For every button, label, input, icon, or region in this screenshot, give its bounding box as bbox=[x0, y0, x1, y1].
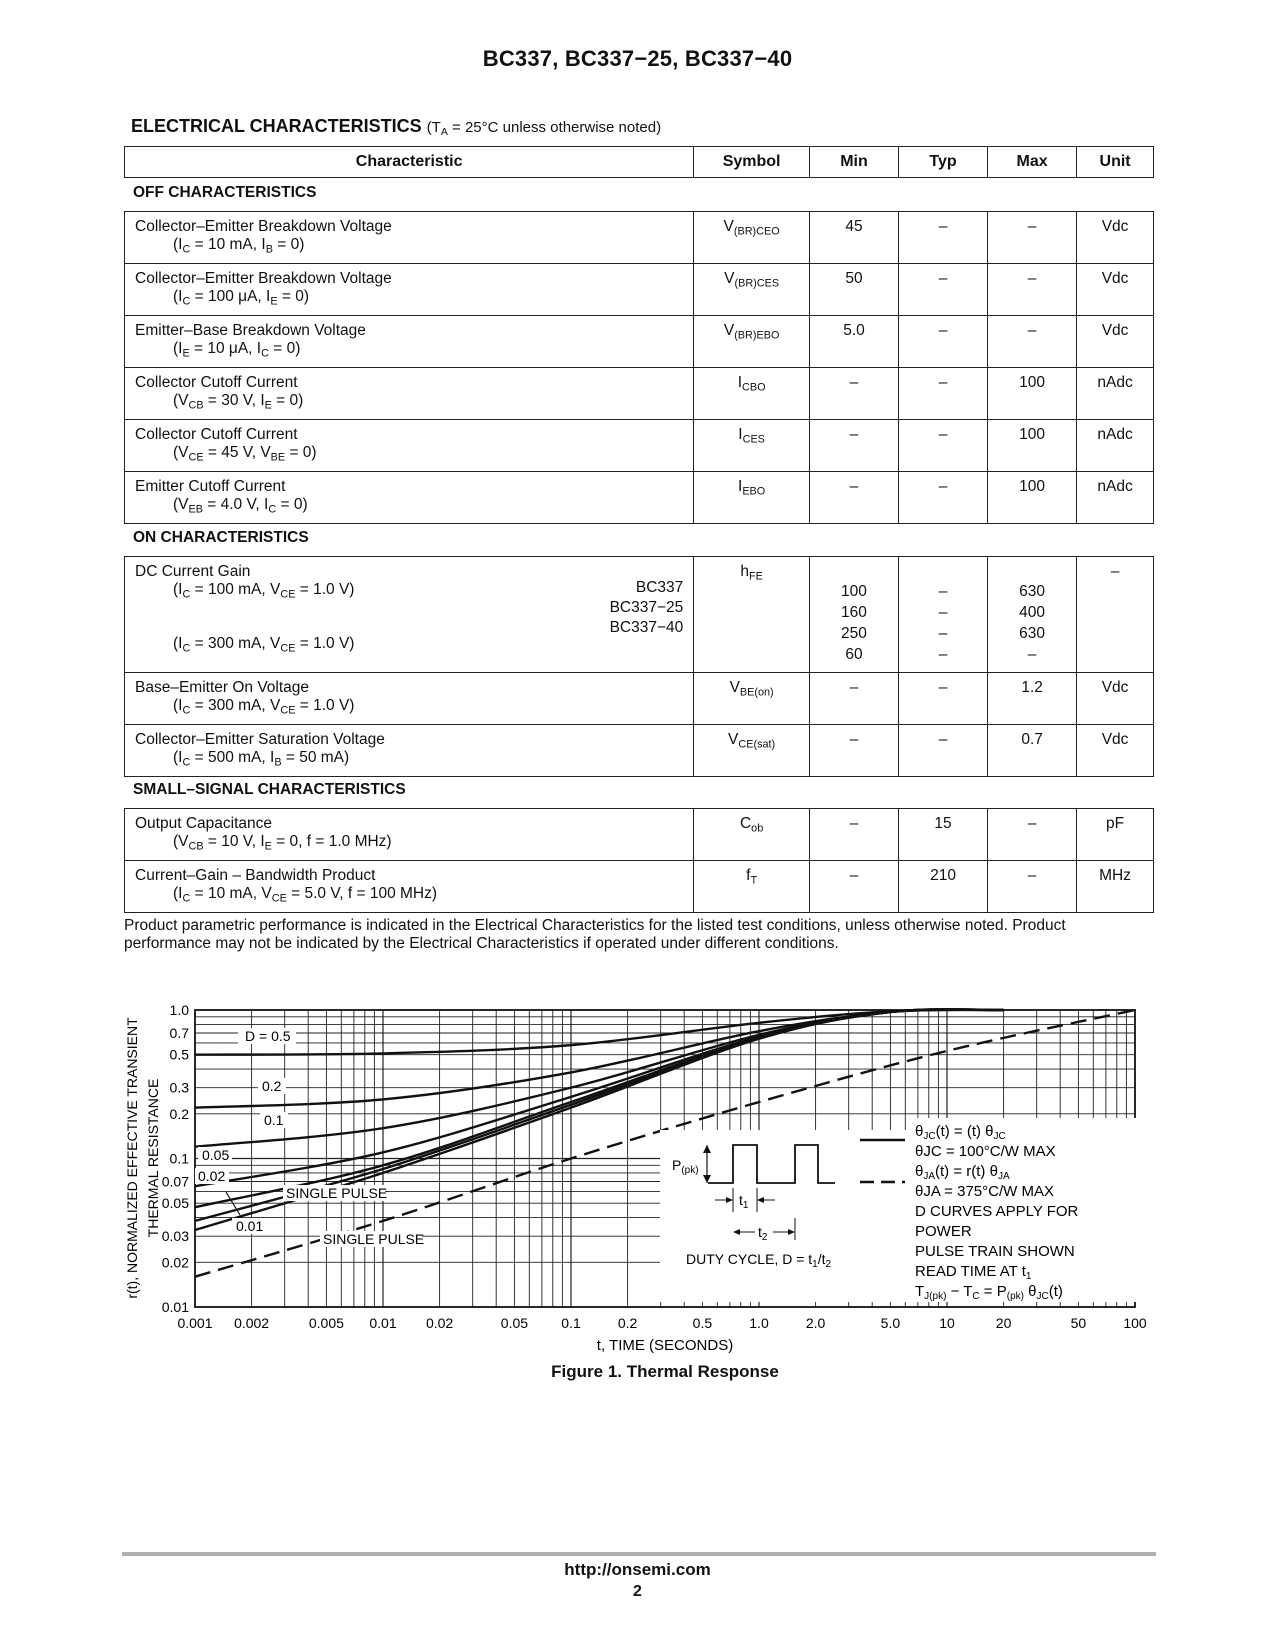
device-bc337-40: BC337−40 bbox=[609, 619, 684, 636]
curve-label-001: 0.01 bbox=[236, 1218, 264, 1234]
unit: MHz bbox=[1077, 861, 1154, 913]
header-typ: Typ bbox=[899, 147, 988, 178]
chart-legend bbox=[912, 1118, 1140, 1302]
test-condition: ($I_C = 300$ mA, $V_{CE} = 1.0$ V) bbox=[173, 635, 355, 655]
x-tick-label: 0.01 bbox=[369, 1315, 397, 1331]
unit: nAdc bbox=[1077, 368, 1154, 420]
y-tick-labels bbox=[162, 1002, 189, 1315]
typ-value: – bbox=[899, 673, 988, 725]
unit: Vdc bbox=[1077, 673, 1154, 725]
curve-label-single-pulse-jc: SINGLE PULSE bbox=[286, 1185, 388, 1201]
y-tick-label: 1.0 bbox=[169, 1002, 189, 1018]
x-tick-label: 0.005 bbox=[308, 1315, 344, 1331]
param-name: DC Current Gain bbox=[135, 563, 251, 580]
test-condition: ($I_C = 500$ mA, $I_B = 50$ mA) bbox=[173, 749, 350, 769]
unit: nAdc bbox=[1077, 420, 1154, 472]
typ-value: – bbox=[899, 420, 988, 472]
param-name: Collector–Emitter Saturation Voltage bbox=[135, 731, 385, 748]
symbol: $V_{CE(sat)}$ bbox=[694, 725, 810, 777]
footer-rule bbox=[122, 1552, 1156, 1556]
y-axis-label-1: r(t), NORMALIZED EFFECTIVE TRANSIENT bbox=[124, 1017, 140, 1299]
x-tick-label: 0.002 bbox=[234, 1315, 270, 1331]
section-on: ON CHARACTERISTICS bbox=[133, 529, 309, 546]
max-value: 100 bbox=[988, 420, 1077, 472]
typ-value: 210 bbox=[899, 861, 988, 913]
symbol: $I_{CBO}$ bbox=[694, 368, 810, 420]
footnote: Product parametric performance is indicated in the Electrical Characteristics for the listed test conditions, unless otherwise noted. Product performance may not be indicated by the Electrical Characteristics if operated under different conditions. bbox=[124, 917, 1066, 952]
test-condition: ($I_C = 10$ mA, $I_B = 0$) bbox=[173, 236, 305, 256]
param-name: Collector–Emitter Breakdown Voltage bbox=[135, 270, 392, 287]
param-name: Collector–Emitter Breakdown Voltage bbox=[135, 218, 392, 235]
x-tick-label: 50 bbox=[1070, 1315, 1087, 1331]
y-tick-label: 0.1 bbox=[169, 1150, 189, 1167]
y-tick-label: 0.7 bbox=[169, 1025, 189, 1042]
legend-line-6: POWER bbox=[915, 1223, 972, 1240]
device-bc337-25: BC337−25 bbox=[609, 599, 684, 616]
curve-label-005: 0.05 bbox=[202, 1147, 230, 1163]
curve-label-02: 0.2 bbox=[262, 1078, 282, 1094]
test-condition: ($I_C = 300$ mA, $V_{CE} = 1.0$ V) bbox=[173, 697, 355, 717]
symbol: $I_{CES}$ bbox=[694, 420, 810, 472]
typ-value: – bbox=[899, 472, 988, 524]
max-values: 630 400 630 – bbox=[988, 557, 1077, 673]
x-tick-label: 0.05 bbox=[500, 1315, 529, 1331]
legend-line-9: $T_{J(pk)} - T_C = P_{(pk)}$ $\theta_{JC}(t)$ bbox=[915, 1283, 1063, 1302]
min-value: – bbox=[809, 673, 898, 725]
min-value: – bbox=[809, 368, 898, 420]
x-tick-label: 20 bbox=[995, 1315, 1012, 1331]
typ-value: – bbox=[899, 264, 988, 316]
x-tick-label: 0.5 bbox=[692, 1315, 713, 1331]
test-condition: ($V_{EB} = 4.0$ V, $I_C = 0$) bbox=[173, 496, 308, 516]
typ-value: – bbox=[899, 316, 988, 368]
curve-label-d05: D = 0.5 bbox=[245, 1028, 291, 1044]
t2-label: $t_2$ bbox=[758, 1224, 768, 1243]
duty-cycle-label: DUTY CYCLE, $D = t_1/t_2$ bbox=[686, 1251, 832, 1270]
x-tick-label: 0.2 bbox=[617, 1315, 638, 1331]
x-tick-label: 1.0 bbox=[749, 1315, 769, 1331]
legend-line-5: D CURVES APPLY FOR bbox=[915, 1203, 1079, 1220]
y-tick-label: 0.02 bbox=[161, 1254, 189, 1271]
unit: – bbox=[1077, 557, 1154, 673]
unit: Vdc bbox=[1077, 264, 1154, 316]
symbol: $I_{EBO}$ bbox=[694, 472, 810, 524]
y-tick-label: 0.03 bbox=[161, 1228, 189, 1245]
legend-line-7: PULSE TRAIN SHOWN bbox=[915, 1243, 1075, 1260]
max-value: 1.2 bbox=[988, 673, 1077, 725]
typ-values: – – – – bbox=[899, 557, 988, 673]
header-unit: Unit bbox=[1077, 147, 1154, 178]
test-condition: ($I_C = 100$ mA, $V_{CE} = 1.0$ V) bbox=[173, 581, 355, 601]
symbol: $C_{ob}$ bbox=[694, 809, 810, 861]
legend-line-8: READ TIME AT $t_1$ bbox=[915, 1263, 1032, 1282]
param-name: Emitter Cutoff Current bbox=[135, 478, 286, 495]
x-axis-label: t, TIME (SECONDS) bbox=[596, 1337, 734, 1354]
symbol: $V_{(BR)CES}$ bbox=[694, 264, 810, 316]
footer-url[interactable]: http://onsemi.com bbox=[564, 1560, 711, 1579]
typ-value: – bbox=[899, 212, 988, 264]
max-value: – bbox=[988, 809, 1077, 861]
max-value: – bbox=[988, 861, 1077, 913]
x-tick-labels bbox=[177, 1315, 1146, 1331]
legend-line-3: $\theta_{JA}(t) = r(t)$ $\theta_{JA}$ bbox=[915, 1163, 1010, 1182]
typ-value: 15 bbox=[899, 809, 988, 861]
min-value: – bbox=[809, 861, 898, 913]
figure-caption: Figure 1. Thermal Response bbox=[551, 1362, 779, 1381]
x-tick-label: 0.1 bbox=[561, 1315, 581, 1331]
series-line-2 bbox=[195, 1010, 1004, 1147]
legend-line-1: $\theta_{JC}(t) = (t)$ $\theta_{JC}$ bbox=[915, 1123, 1006, 1142]
header-min: Min bbox=[809, 147, 898, 178]
section-off: OFF CHARACTERISTICS bbox=[133, 184, 317, 201]
min-value: 50 bbox=[809, 264, 898, 316]
min-value: – bbox=[809, 420, 898, 472]
x-tick-label: 10 bbox=[939, 1315, 955, 1331]
header-symbol: Symbol bbox=[694, 147, 810, 178]
unit: Vdc bbox=[1077, 316, 1154, 368]
header-max: Max bbox=[988, 147, 1077, 178]
param-name: Output Capacitance bbox=[135, 815, 273, 832]
typ-value: – bbox=[899, 725, 988, 777]
y-axis-label-2: THERMAL RESISTANCE bbox=[145, 1078, 161, 1238]
min-value: 45 bbox=[809, 212, 898, 264]
header-characteristic: Characteristic bbox=[125, 147, 694, 178]
curve-label-01: 0.1 bbox=[264, 1112, 284, 1128]
param-name: Emitter–Base Breakdown Voltage bbox=[135, 322, 366, 339]
y-tick-label: 0.05 bbox=[161, 1195, 189, 1212]
y-tick-label: 0.01 bbox=[161, 1299, 189, 1315]
x-tick-label: 100 bbox=[1123, 1315, 1147, 1331]
test-condition: ($I_C = 100$ μA, $I_E = 0$) bbox=[173, 288, 310, 308]
min-value: – bbox=[809, 809, 898, 861]
min-values: 100 160 250 60 bbox=[809, 557, 898, 673]
max-value: 0.7 bbox=[988, 725, 1077, 777]
max-value: – bbox=[988, 212, 1077, 264]
test-condition: ($I_E = 10$ μA, $I_C = 0$) bbox=[173, 340, 301, 360]
page-title: BC337, BC337−25, BC337−40 bbox=[482, 46, 793, 71]
p-pk-label: $P_{(pk)}$ bbox=[672, 1157, 699, 1176]
device-bc337: BC337 bbox=[635, 579, 684, 596]
param-name: Current–Gain – Bandwidth Product bbox=[135, 867, 376, 884]
typ-value: – bbox=[899, 368, 988, 420]
y-tick-label: 0.5 bbox=[169, 1046, 189, 1063]
y-tick-label: 0.3 bbox=[169, 1079, 189, 1096]
symbol: $f_T$ bbox=[694, 861, 810, 913]
unit: nAdc bbox=[1077, 472, 1154, 524]
max-value: 100 bbox=[988, 368, 1077, 420]
symbol: $V_{(BR)EBO}$ bbox=[694, 316, 810, 368]
test-condition: ($V_{CE} = 45$ V, $V_{BE} = 0$) bbox=[173, 444, 317, 464]
section-small-signal: SMALL–SIGNAL CHARACTERISTICS bbox=[133, 781, 406, 798]
unit: pF bbox=[1077, 809, 1154, 861]
param-name: Base–Emitter On Voltage bbox=[135, 679, 310, 696]
min-value: – bbox=[809, 725, 898, 777]
x-tick-label: 0.001 bbox=[177, 1315, 213, 1331]
test-condition: ($V_{CB} = 10$ V, $I_E = 0$, f = 1.0 MHz) bbox=[173, 833, 392, 853]
min-value: 5.0 bbox=[809, 316, 898, 368]
symbol: $h_{FE}$ bbox=[694, 557, 810, 673]
heading-note: ($T_A = 25^\circ C$ unless otherwise noted) bbox=[426, 119, 662, 139]
test-condition: ($V_{CB} = 30$ V, $I_E = 0$) bbox=[173, 392, 304, 412]
max-value: – bbox=[988, 264, 1077, 316]
legend-line-4: θJA = 375°C/W MAX bbox=[915, 1183, 1054, 1200]
y-tick-label: 0.07 bbox=[161, 1173, 189, 1190]
max-value: – bbox=[988, 316, 1077, 368]
y-tick-label: 0.2 bbox=[169, 1105, 189, 1122]
page-number: 2 bbox=[633, 1583, 642, 1600]
heading-title: ELECTRICAL CHARACTERISTICS bbox=[131, 116, 422, 136]
min-value: – bbox=[809, 472, 898, 524]
curve-label-single-pulse-ja: SINGLE PULSE bbox=[323, 1231, 425, 1247]
test-condition: ($I_C = 10$ mA, $V_{CE} = 5.0$ V, f = 100 MHz) bbox=[173, 885, 438, 905]
symbol: $V_{BE(on)}$ bbox=[694, 673, 810, 725]
param-name: Collector Cutoff Current bbox=[135, 374, 298, 391]
curve-label-002: 0.02 bbox=[198, 1168, 226, 1184]
param-name: Collector Cutoff Current bbox=[135, 426, 298, 443]
max-value: 100 bbox=[988, 472, 1077, 524]
unit: Vdc bbox=[1077, 725, 1154, 777]
x-tick-label: 2.0 bbox=[805, 1315, 826, 1331]
legend-line-2: θJC = 100°C/W MAX bbox=[915, 1143, 1056, 1160]
t1-label: $t_1$ bbox=[739, 1192, 749, 1211]
x-tick-label: 5.0 bbox=[880, 1315, 901, 1331]
unit: Vdc bbox=[1077, 212, 1154, 264]
x-tick-label: 0.02 bbox=[425, 1315, 454, 1331]
symbol: $V_{(BR)CEO}$ bbox=[694, 212, 810, 264]
